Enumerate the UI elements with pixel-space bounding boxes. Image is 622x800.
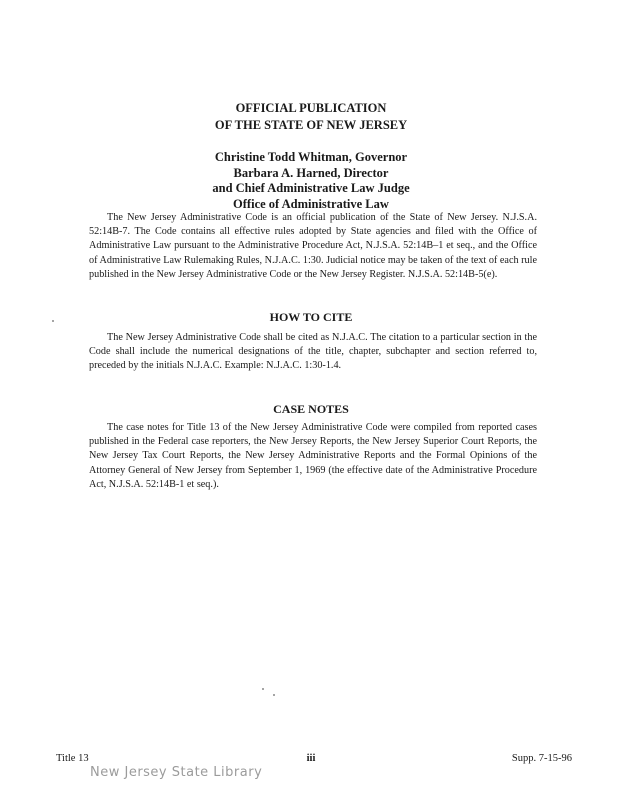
director-line: Barbara A. Harned, Director	[233, 165, 389, 180]
intro-paragraph: The New Jersey Administrative Code is an official publication of the State of New Jersey. N.J.S.A. 52:14B-7. The Code contains all effective rules adopted by State agencies and filed with the Office of Administrative Law pursuant to the Administrative Procedure Act, N.J.S.A. 52:14B–1 et seq., and the Office of Administrative Law Rulemaking Rules, N.J.A.C. 1:30. Judicial notice may be taken of the text of each rule published in the New Jersey Administrative Code or the New Jersey Register. N.J.S.A. 52:14B-5(e).	[89, 212, 537, 280]
case-notes-paragraph: The case notes for Title 13 of the New Jersey Administrative Code were compiled from reported cases published in the Federal case reporters, the New Jersey Reports, the New Jersey Superior Court Reports, the New Jersey Tax Court Reports, the New Jersey Administrative Reports and the Formal Opinions of the Attorney General of New Jersey from September 1, 1969 (the effective date of the Administrative Procedure Act, N.J.S.A. 52:14B-1 et seq.).	[89, 422, 537, 490]
scan-speck	[52, 320, 54, 322]
governor-line: Christine Todd Whitman, Governor	[214, 150, 408, 164]
scan-speck	[262, 688, 264, 690]
officials-block	[0, 150, 622, 212]
how-to-cite-paragraph: The New Jersey Administrative Code shall be cited as N.J.A.C. The citation to a particular section in the Code shall include the numerical designations of the title, chapter, subchapter and section referred to, preceded by the initials N.J.A.C. Example: N.J.A.C. 1:30-1.4.	[89, 332, 537, 372]
publication-title-line-2: OF THE STATE OF NEW JERSEY	[214, 118, 408, 132]
footer-page-number: iii	[306, 753, 316, 764]
scan-speck	[273, 694, 275, 696]
how-to-cite-heading: HOW TO CITE	[269, 310, 353, 324]
judge-line: and Chief Administrative Law Judge	[212, 181, 410, 195]
publication-title	[0, 100, 622, 134]
library-stamp: New Jersey State Library	[90, 765, 263, 780]
footer-supplement-date: Supp. 7-15-96	[511, 753, 572, 764]
office-line: Office of Administrative Law	[233, 196, 389, 211]
footer-title-label: Title 13	[56, 753, 89, 764]
publication-title-line-1: OFFICIAL PUBLICATION	[235, 101, 387, 115]
case-notes-heading: CASE NOTES	[273, 402, 349, 416]
